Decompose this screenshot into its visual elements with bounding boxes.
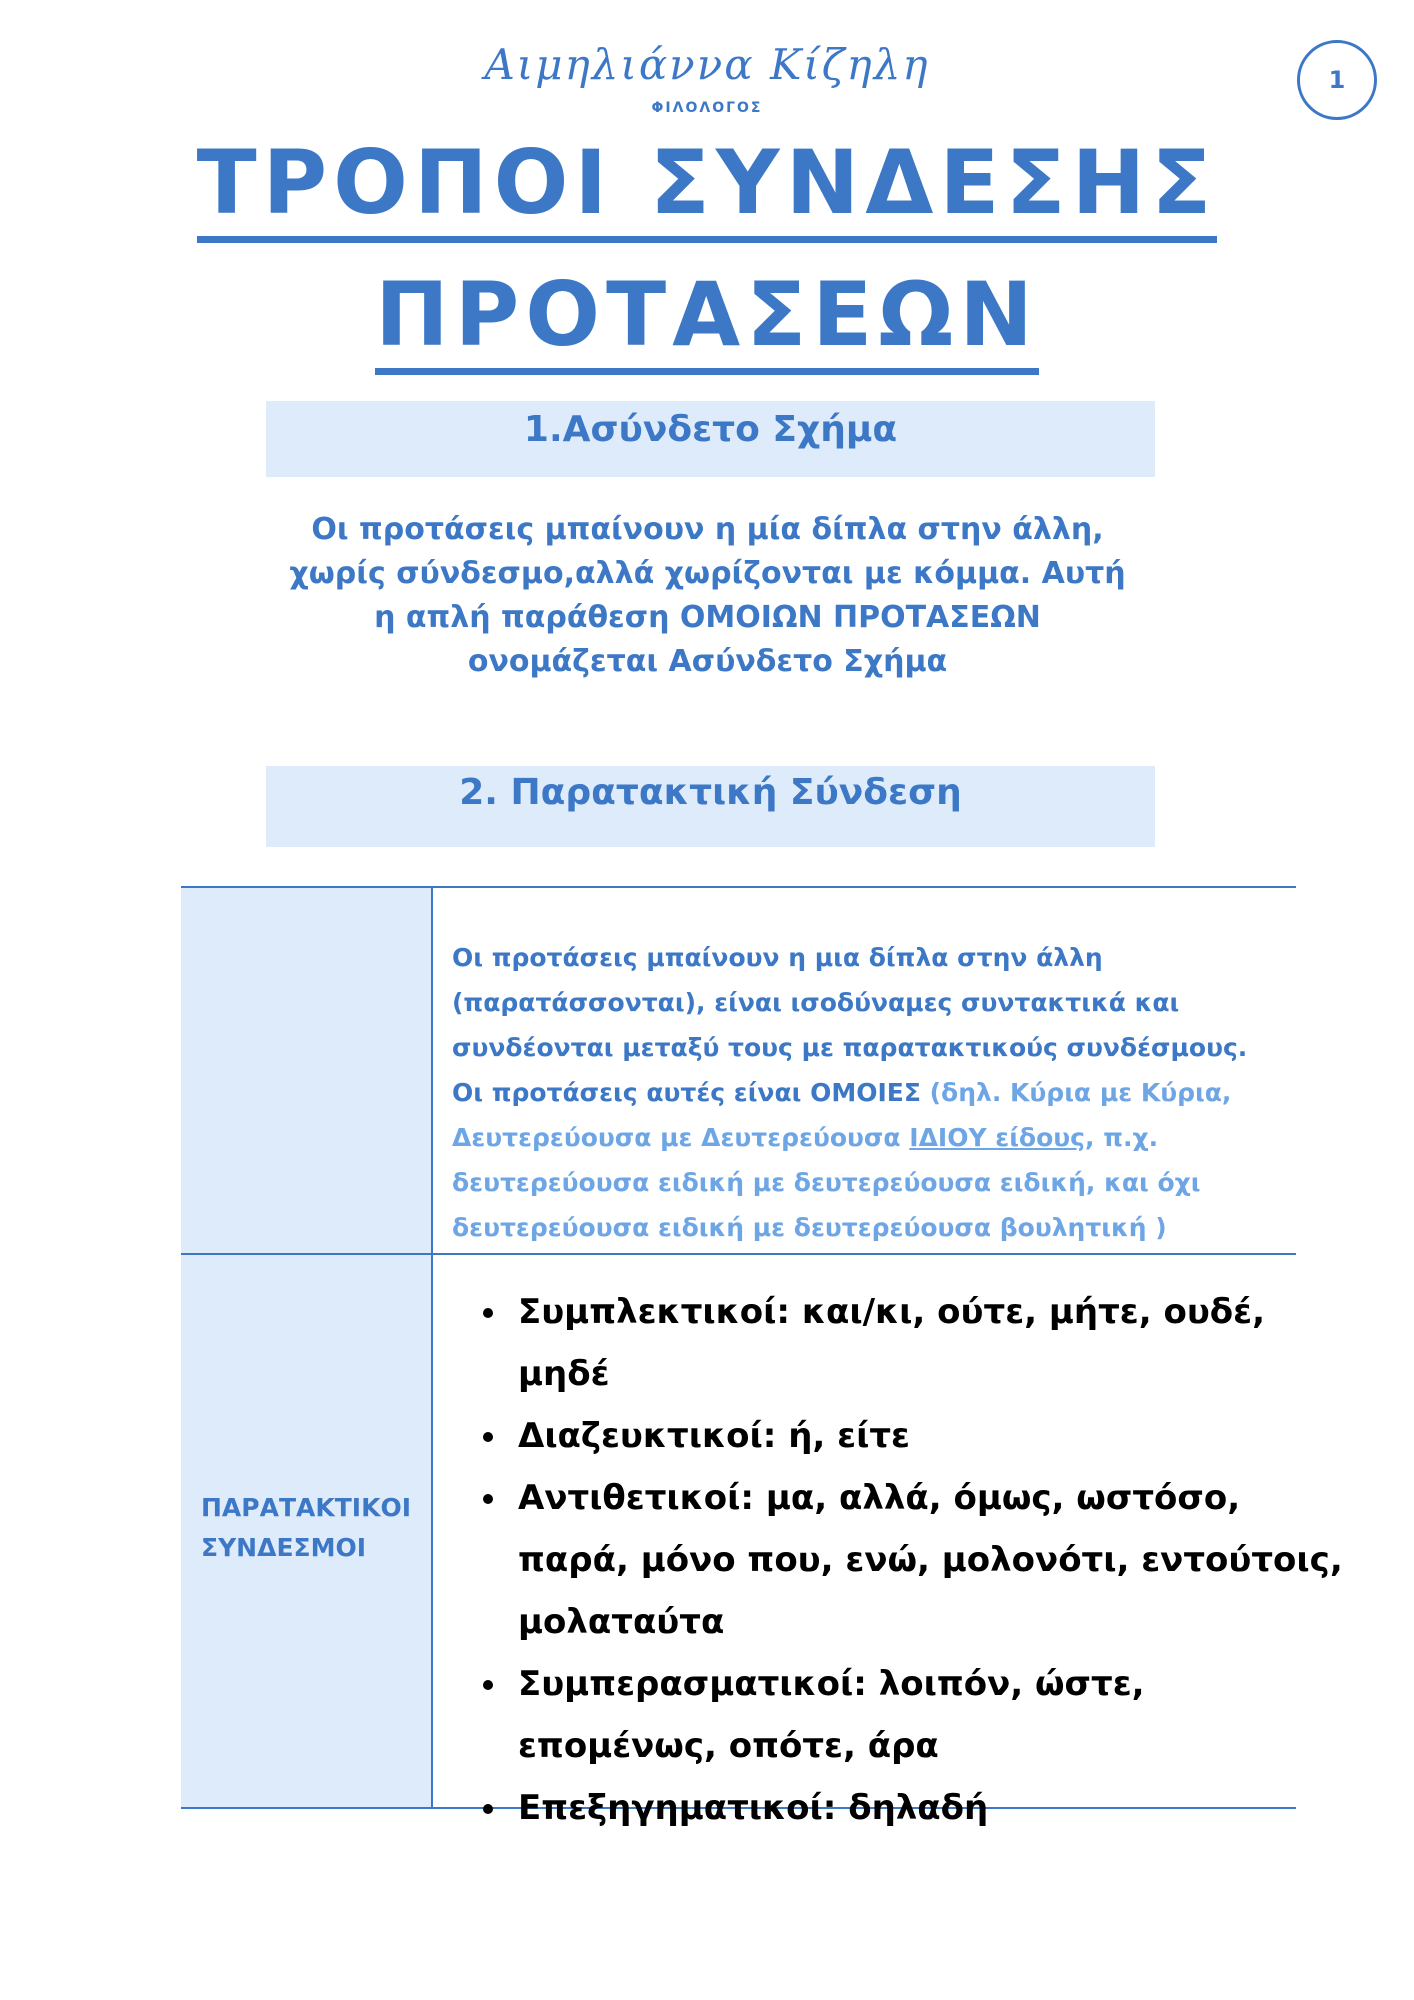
definition-example-post: , π.χ. δευτερεύουσα ειδική με δευτερεύουσα ειδική, και όχι δευτερεύουσα ειδική με δευτερεύουσα βουλητική ) [452, 1123, 1201, 1242]
table-column-divider [431, 886, 433, 1809]
section-2-heading: 2. Παρατακτική Σύνδεση [459, 772, 962, 813]
table-row-divider [181, 1253, 1296, 1255]
section-1-heading: 1.Ασύνδετο Σχήμα [523, 409, 898, 450]
page-title-line-2 [0, 265, 1414, 365]
section-2-heading-band [266, 766, 1155, 847]
table-top-border [181, 886, 1296, 888]
definition-main: Οι προτάσεις μπαίνουν η μια δίπλα στην άλλη (παρατάσσονται), είναι ισοδύναμες συντακτικά και συνδέονται μεταξύ τους με παρατακτικούς συνδέσμους. Οι προτάσεις αυτές είναι ΟΜΟΙΕΣ [452, 943, 1248, 1107]
conjunctions-table [181, 886, 1343, 1828]
table-left-column [181, 886, 431, 1809]
author-role: ΦΙΛΟΛΟΓΟΣ [651, 100, 763, 116]
section-1-text: Οι προτάσεις μπαίνουν η μία δίπλα στην άλλη, χωρίς σύνδεσμο,αλλά χωρίζονται με κόμμα. Αυτή η απλή παράθεση ΟΜΟΙΩΝ ΠΡΟΤΑΣΕΩΝ ονομάζεται Ασύνδετο Σχήμα [289, 512, 1126, 679]
definition-example-underlined: ΙΔΙΟΥ είδους [909, 1123, 1085, 1152]
list-item: • Συμπλεκτικοί: και/κι, ούτε, μήτε, ουδέ, μηδέ [510, 1281, 1350, 1405]
conjunctions-list [452, 1281, 1350, 1839]
conjunctions-label: ΠΑΡΑΤΑΚΤΙΚΟΙ ΣΥΝΔΕΣΜΟΙ [201, 1493, 411, 1562]
author-name: Αιμηλιάννα Κίζηλη [484, 40, 930, 89]
list-item: • Αντιθετικοί: μα, αλλά, όμως, ωστόσο, παρά, μόνο που, ενώ, μολονότι, εντούτοις, μολαταύτα [510, 1467, 1350, 1653]
section-1-heading-band [266, 401, 1155, 477]
title-line-1-text: ΤΡΟΠΟΙ ΣΥΝΔΕΣΗΣ [197, 131, 1218, 243]
list-item: • Επεξηγηματικοί: δηλαδή [510, 1777, 1350, 1839]
list-item: • Διαζευκτικοί: ή, είτε [510, 1405, 1350, 1467]
list-item: • Συμπερασματικοί: λοιπόν, ώστε, επομένως, οπότε, άρα [510, 1653, 1350, 1777]
definition-example-pre: (δηλ. Κύρια με Κύρια, Δευτερεύουσα με Δευτερεύουσα [452, 1078, 1232, 1152]
definition-text [452, 935, 1282, 1250]
page-number-badge: 1 [1297, 40, 1377, 120]
page-title-line-1 [0, 133, 1414, 233]
title-line-2-text: ΠΡΟΤΑΣΕΩΝ [375, 263, 1039, 375]
